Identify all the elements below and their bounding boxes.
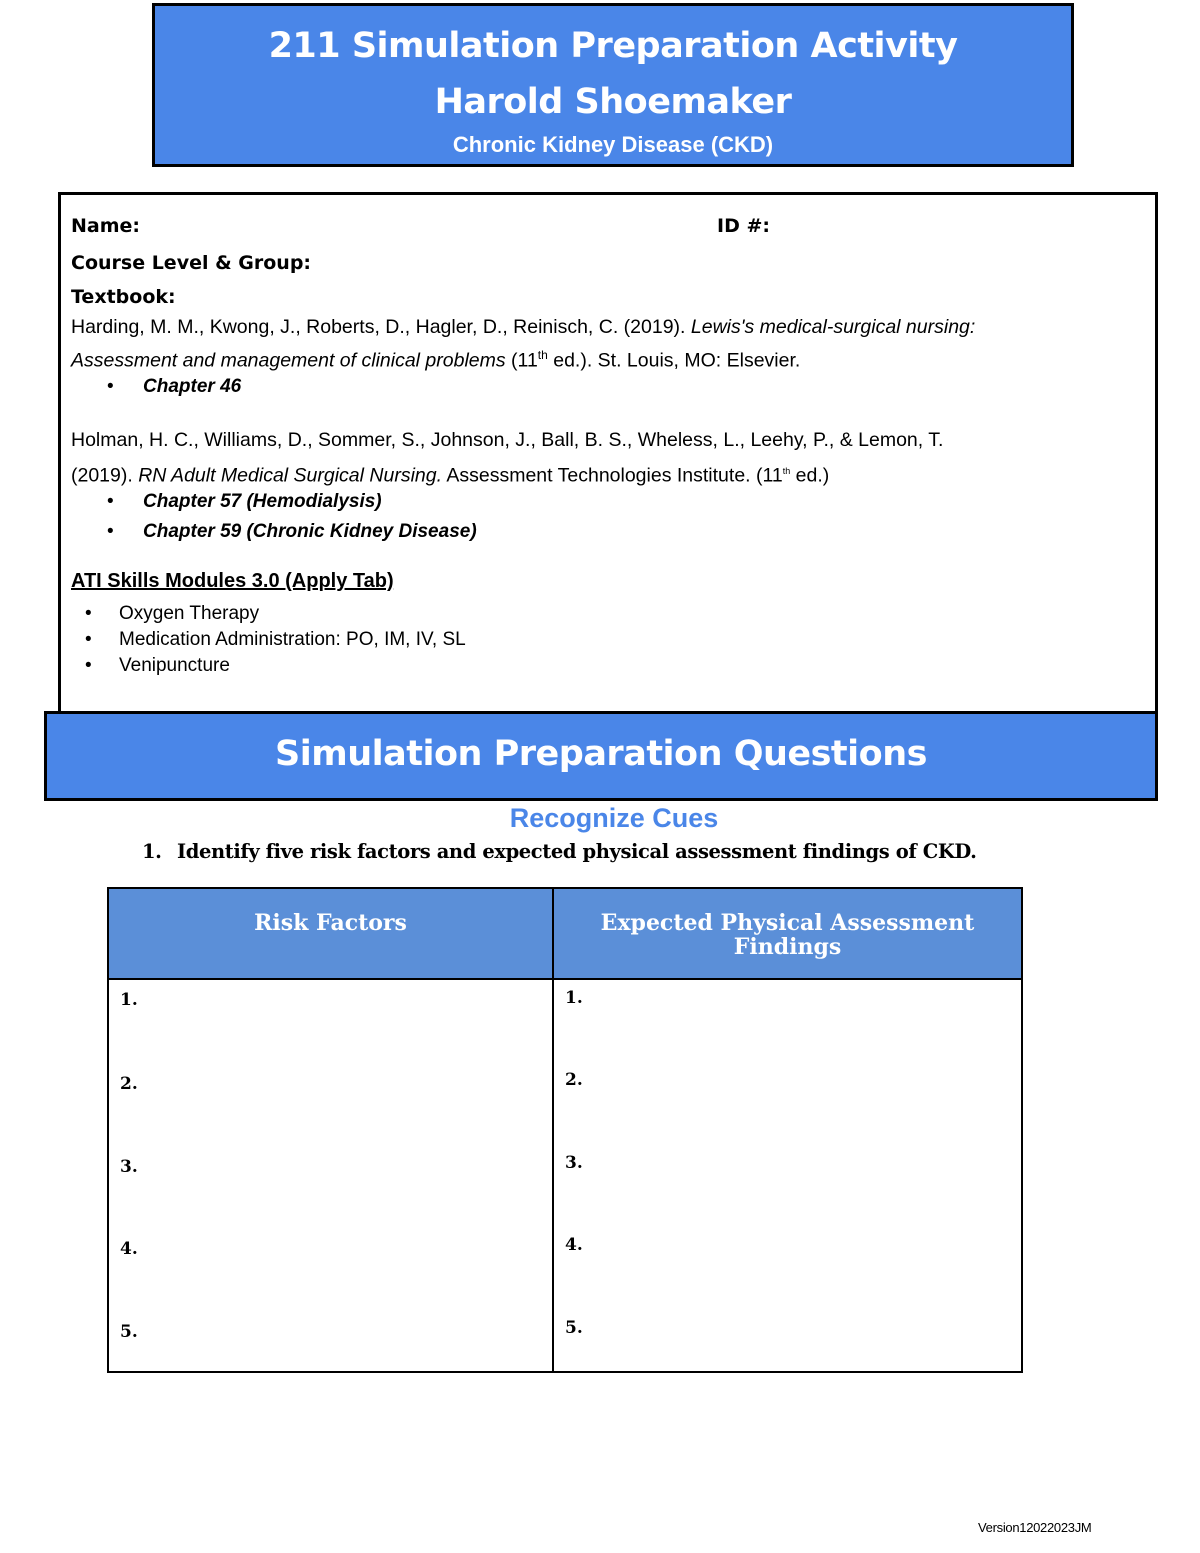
finding-4[interactable]: 4. [565,1235,583,1255]
ati-skills-heading: ATI Skills Modules 3.0 (Apply Tab) [71,570,394,592]
bullet-icon: • [107,491,114,512]
version-footer: Version12022023JM [978,1520,1092,1535]
finding-3[interactable]: 3. [565,1153,583,1173]
finding-1[interactable]: 1. [565,988,583,1008]
course-level-label: Course Level & Group: [71,252,312,274]
recognize-cues-heading: Recognize Cues [509,803,719,833]
bullet-icon: • [85,655,92,676]
bullet-icon: • [107,376,114,397]
name-label: Name: [71,215,141,237]
title-banner [152,3,1074,167]
question-number: 1. [142,840,162,863]
reference-2-line-2: (2019). RN Adult Medical Surgical Nursing. Assessment Technologies Institute. (11th ed.) [71,464,830,487]
risk-factor-4[interactable]: 4. [120,1239,138,1259]
student-info-box: Name: ID #: Course Level & Group: Textbook: Harding, M. M., Kwong, J., Roberts, D., Hagler, D., Reinisch, C. (2019). Lewis's medical-surgical nursing: Assessment and management of clinical problems (11th ed.). St. Louis, MO: Elsevier. • Chapter 46 Holman, H. C., Williams, D., Sommer, S., Johnson, J., Ball, B. S., Wheless, L., Leehy, P., & Lemon, T. (2019). RN Adult Medical Surgical Nursing. Assessment Technologies Institute. (11th ed.) • Chapter 57 (Hemodialysis) • Chapter 59 (Chronic Kidney Disease) ATI Skills Modules 3.0 (Apply Tab) • Oxygen Therapy • Medication Administration: PO, IM, IV, SL • Venipuncture [58,192,1158,715]
reference-2-line-1: Holman, H. C., Williams, D., Sommer, S., Johnson, J., Ball, B. S., Wheless, L., Leehy, P., & Lemon, T. [71,429,944,451]
reference-1-line-1: Harding, M. M., Kwong, J., Roberts, D., Hagler, D., Reinisch, C. (2019). Lewis's medical-surgical nursing: [71,316,976,338]
textbook-label: Textbook: [71,286,176,308]
patient-name: Harold Shoemaker [434,82,792,122]
bullet-icon: • [107,521,114,542]
finding-2[interactable]: 2. [565,1070,583,1090]
risk-factor-3[interactable]: 3. [120,1157,138,1177]
question-text: Identify five risk factors and expected physical assessment findings of CKD. [177,840,977,863]
bullet-icon: • [85,603,92,624]
risk-factor-2[interactable]: 2. [120,1074,138,1094]
risk-factors-table [107,887,1023,1373]
id-label: ID #: [717,215,770,237]
risk-factors-header: Risk Factors [109,889,554,980]
bullet-icon: • [85,629,92,650]
finding-5[interactable]: 5. [565,1318,583,1338]
risk-factor-5[interactable]: 5. [120,1322,138,1342]
reference-1-line-2: Assessment and management of clinical problems (11th ed.). St. Louis, MO: Elsevier. [71,348,801,372]
section-banner [44,711,1158,801]
document-title: 211 Simulation Preparation Activity [268,26,958,66]
section-title: Simulation Preparation Questions [275,734,927,774]
column-divider [552,980,554,1371]
topic-subtitle: Chronic Kidney Disease (CKD) [452,132,774,157]
assessment-findings-header: Expected Physical Assessment Findings [554,889,1021,980]
risk-factor-1[interactable]: 1. [120,990,138,1010]
